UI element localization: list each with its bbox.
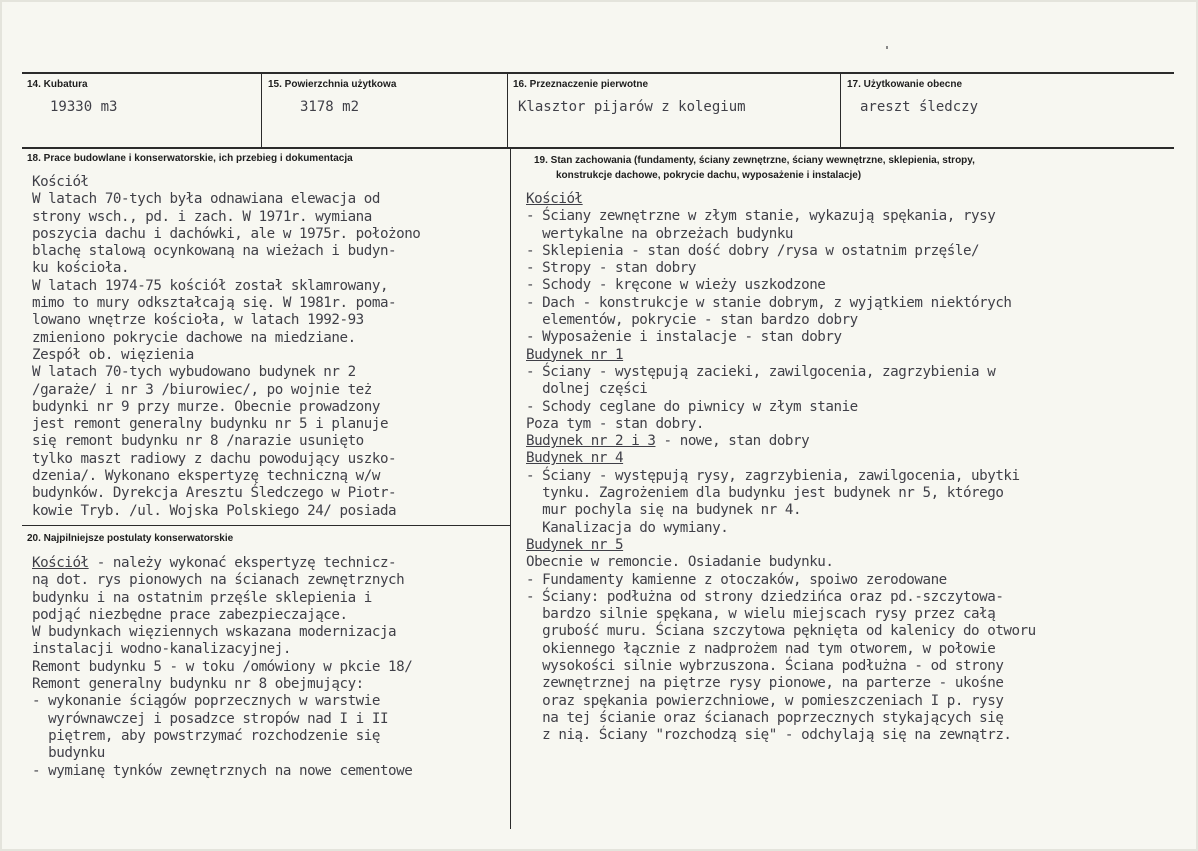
heading-underlined-part: Budynek nr 2 i 3 bbox=[526, 433, 656, 450]
field-14-label: 14. Kubatura bbox=[27, 79, 88, 90]
s19-line: Poza tym - stan dobry. bbox=[526, 415, 705, 432]
s19-line: Budynek nr 4 bbox=[526, 450, 624, 467]
s19-line: dolnej części bbox=[526, 381, 648, 398]
s19-line: - Ściany: podłużna od strony dziedzińca oraz pd.-szczytowa- bbox=[526, 588, 1004, 605]
s19-line: - Stropy - stan dobry bbox=[526, 260, 696, 277]
s19-line: okiennego łącznie z nadprożem nad tym otworem, w połowie bbox=[526, 640, 996, 657]
s19-line: - Sklepienia - stan dość dobry /rysa w ostatnim przęśle/ bbox=[526, 242, 980, 259]
main-column-divider bbox=[510, 149, 511, 829]
s18-line: mimo to mury odkształcają się. W 1981r. poma- bbox=[32, 295, 397, 312]
s19-line: - Ściany zewnętrzne w złym stanie, wykazują spękania, rysy bbox=[526, 208, 996, 225]
s19-line: elementów, pokrycie - stan bardzo dobry bbox=[526, 312, 858, 329]
s20-line: piętrem, aby powstrzymać rozchodzenie się bbox=[32, 727, 380, 744]
section20-top-rule bbox=[22, 525, 510, 526]
s18-line: tylko maszt radiowy z dachu powodujący uszko- bbox=[32, 450, 397, 467]
s20-line: Remont generalny budynku nr 8 obejmujący: bbox=[32, 676, 364, 693]
s19-line: z nią. Ściany "rozchodzą się" - odchylają się na zewnątrz. bbox=[526, 727, 1012, 744]
s19-line: mur pochyla się na budynek nr 4. bbox=[526, 502, 802, 519]
s19-line: Budynek nr 5 bbox=[526, 536, 624, 553]
section-20-text bbox=[32, 555, 412, 780]
s18-line: Zespół ob. więzienia bbox=[32, 346, 194, 363]
s20-line: budynku i na ostatnim przęśle sklepienia i bbox=[32, 589, 372, 606]
s20-line: W budynkach więziennych wskazana modernizacja bbox=[32, 624, 397, 641]
s20-line: - wymianę tynków zewnętrznych na nowe cementowe bbox=[32, 762, 413, 779]
s18-line: zmieniono pokrycie dachowe na miedziane. bbox=[32, 329, 356, 346]
s18-line: W latach 70-tych była odnawiana elewacja od bbox=[32, 191, 380, 208]
s19-line: Kanalizacja do wymiany. bbox=[526, 519, 729, 536]
s19-line: grubość muru. Ściana szczytowa pęknięta od kalenicy do otworu bbox=[526, 623, 1036, 640]
s19-line: - Dach - konstrukcje w stanie dobrym, z wyjątkiem niektórych bbox=[526, 294, 1012, 311]
s18-line: strony wsch., pd. i zach. W 1971r. wymiana bbox=[32, 208, 372, 225]
s19-line: wysokości silnie wybrzuszona. Ściana podłużna - od strony bbox=[526, 658, 1004, 675]
s20-line: budynku bbox=[32, 745, 105, 762]
section-18-text bbox=[32, 174, 420, 520]
row1-bottom-rule bbox=[22, 147, 1174, 149]
s20-line: podjąć niezbędne prace zabezpieczające. bbox=[32, 606, 348, 623]
s19-line: tynku. Zagrożeniem dla budynku jest budynek nr 5, którego bbox=[526, 485, 1004, 502]
col1-divider bbox=[261, 72, 262, 149]
s19-line: na tej ścianie oraz ścianach poprzecznych stykających się bbox=[526, 709, 1004, 726]
section-20-label: 20. Najpilniejsze postulaty konserwatorskie bbox=[27, 533, 234, 544]
s19-line: - Ściany - występują zacieki, zawilgocenia, zagrzybienia w bbox=[526, 363, 996, 380]
s19-line: - Wyposażenie i instalacje - stan dobry bbox=[526, 329, 842, 346]
field-16-label: 16. Przeznaczenie pierwotne bbox=[513, 79, 649, 90]
col3-divider bbox=[840, 72, 841, 149]
s18-line: budynki nr 9 przy murze. Obecnie prowadzony bbox=[32, 398, 380, 415]
s18-line: dzenia/. Wykonano ekspertyzę techniczną w/w bbox=[32, 468, 380, 485]
s19-line: zewnętrznej na piętrze rysy pionowe, na parterze - ukośne bbox=[526, 675, 1004, 692]
field-14-value: 19330 m3 bbox=[50, 99, 118, 115]
s19-line: - Schody - kręcone w wieży uszkodzone bbox=[526, 277, 826, 294]
s18-line: W latach 70-tych wybudowano budynek nr 2 bbox=[32, 364, 356, 381]
s18-line: ku kościoła. bbox=[32, 260, 130, 277]
s19-line: oraz spękania powierzchniowe, w pomieszczeniach I p. rysy bbox=[526, 692, 1004, 709]
s19-line: - Fundamenty kamienne z otoczaków, spoiwo zerodowane bbox=[526, 571, 947, 588]
heading-underlined-part: Kościół bbox=[32, 555, 89, 571]
section-19-label-line2: konstrukcje dachowe, pokrycie dachu, wyposażenie i instalacje) bbox=[556, 170, 862, 181]
s19-line: Budynek nr 1 bbox=[526, 346, 624, 363]
s18-line: Kościół bbox=[32, 174, 89, 190]
s18-line: blachę stalową ocynkowaną na wieżach i budyn- bbox=[32, 243, 397, 260]
s19-line: Kościół bbox=[526, 191, 583, 207]
s19-line: wertykalne na obrzeżach budynku bbox=[526, 225, 794, 242]
section-19-text bbox=[526, 191, 1036, 745]
s20-line: Remont budynku 5 - w toku /omówiony w pkcie 18/ bbox=[32, 658, 413, 675]
s20-line: - wykonanie ściągów poprzecznych w warstwie bbox=[32, 693, 380, 710]
paper-speck bbox=[886, 46, 888, 49]
s19-line: Obecnie w remoncie. Osiadanie budynku. bbox=[526, 554, 834, 571]
s18-line: /garaże/ i nr 3 /biurowiec/, po wojnie też bbox=[32, 381, 372, 398]
section-19-label-line1: 19. Stan zachowania (fundamenty, ściany zewnętrzne, ściany wewnętrzne, sklepienia, stropy, bbox=[534, 155, 975, 166]
col2-divider bbox=[507, 72, 508, 149]
field-16-value: Klasztor pijarów z kolegium bbox=[518, 99, 746, 115]
section-18-label: 18. Prace budowlane i konserwatorskie, ich przebieg i dokumentacja bbox=[27, 153, 353, 164]
s19-line: - Ściany - występują rysy, zagrzybienia, zawilgocenia, ubytki bbox=[526, 467, 1020, 484]
s20-line: wyrównawczej i posadzce stropów nad I i II bbox=[32, 710, 389, 727]
field-15-value: 3178 m2 bbox=[300, 99, 360, 115]
s18-line: W latach 1974-75 kościół został sklamrowany, bbox=[32, 277, 389, 294]
s19-line: - Schody ceglane do piwnicy w złym stanie bbox=[526, 398, 858, 415]
s20-line: instalacji wodno-kanalizacyjnej. bbox=[32, 641, 291, 658]
s20-line: ną dot. rys pionowych na ścianach zewnętrznych bbox=[32, 572, 405, 589]
s19-line: bardzo silnie spękana, w wielu miejscach rysy przez całą bbox=[526, 606, 996, 623]
field-17-label: 17. Użytkowanie obecne bbox=[847, 79, 963, 90]
s18-line: budynków. Dyrekcja Aresztu Śledczego w Piotr- bbox=[32, 485, 397, 502]
s18-line: się remont budynku nr 8 /narazie usunięto bbox=[32, 433, 364, 450]
s18-line: kowie Tryb. /ul. Wojska Polskiego 24/ posiada bbox=[32, 502, 397, 519]
field-17-value: areszt śledczy bbox=[860, 99, 979, 115]
s18-line: jest remont generalny budynku nr 5 i planuje bbox=[32, 416, 389, 433]
s20-line: Kościół - należy wykonać ekspertyzę technicz- bbox=[32, 555, 397, 571]
s18-line: poszycia dachu i dachówki, ale w 1975r. położono bbox=[32, 225, 421, 242]
s18-line: lowano wnętrze kościoła, w latach 1992-93 bbox=[32, 312, 364, 329]
top-rule bbox=[22, 72, 1174, 74]
s19-line: Budynek nr 2 i 3 - nowe, stan dobry bbox=[526, 433, 810, 450]
field-15-label: 15. Powierzchnia użytkowa bbox=[268, 79, 397, 90]
